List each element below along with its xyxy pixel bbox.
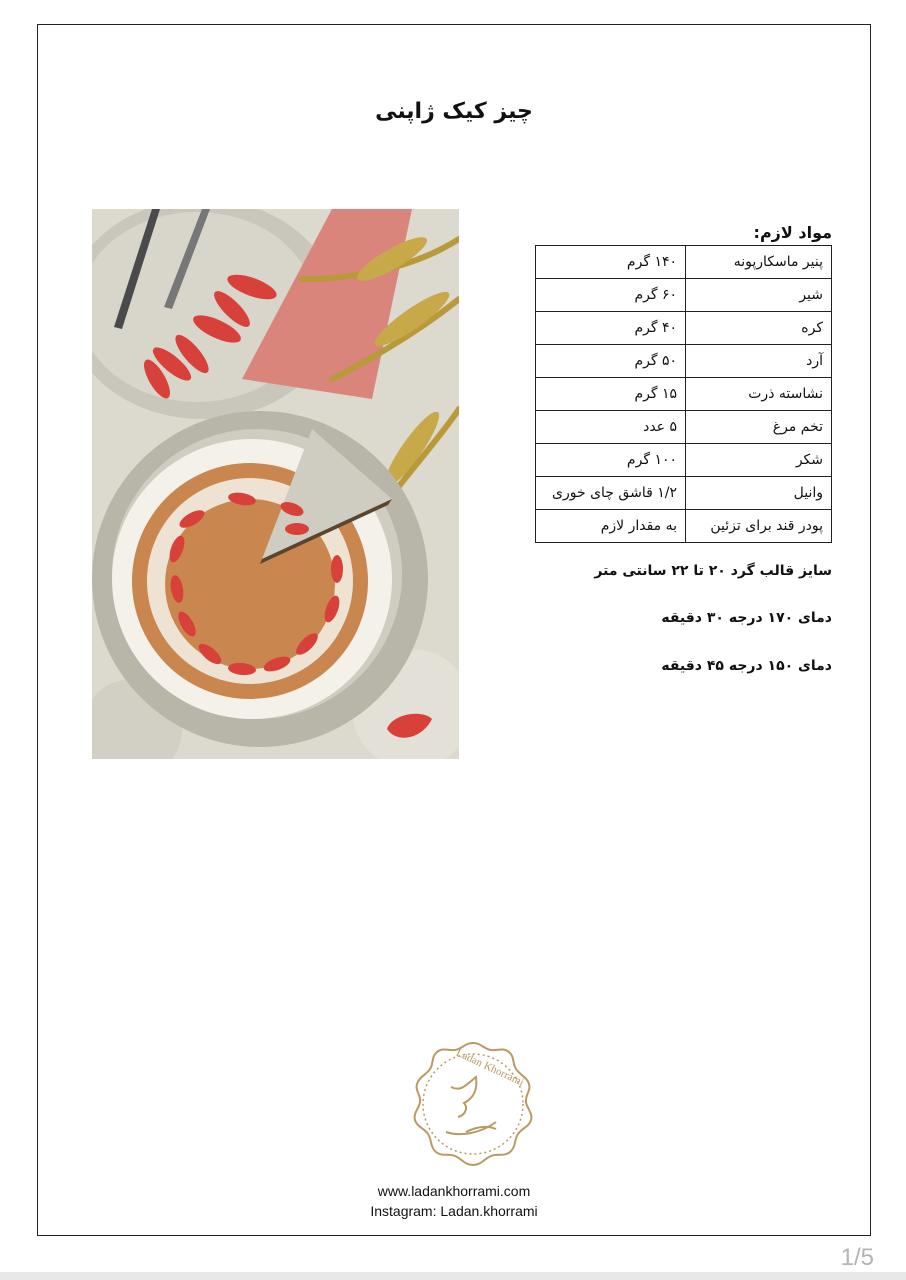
ingredient-row [536,378,832,411]
footer-website: www.ladankhorrami.com [377,1183,531,1199]
ingredient-name: پودر قند برای تزئین [686,510,832,543]
ingredients-table [535,245,832,543]
ingredient-row [536,312,832,345]
ingredient-amount: به مقدار لازم [536,510,686,543]
ingredient-amount: ۵۰ گرم [536,345,686,378]
ingredient-row [536,279,832,312]
document-page [37,24,871,1236]
ingredient-amount: ۴۰ گرم [536,312,686,345]
ingredient-amount: ۱/۲ قاشق چای خوری [536,477,686,510]
page-indicator: 1/5 [840,1244,874,1271]
ingredient-amount: ۵ عدد [536,411,686,444]
ingredient-amount: ۱۵ گرم [536,378,686,411]
ingredient-amount: ۶۰ گرم [536,279,686,312]
logo-emblem-icon [406,1037,540,1171]
baking-temperature-note-2: دمای ۱۵۰ درجه ۴۵ دقیقه [661,658,832,674]
ingredient-name: شیر [686,279,832,312]
pan-size-note: سایز قالب گرد ۲۰ تا ۲۲ سانتی متر [594,563,832,579]
ingredients-heading: مواد لازم: [753,223,832,242]
cheesecake-photo [92,209,459,759]
ingredient-name: پنیر ماسکارپونه [686,246,832,279]
ingredient-name: تخم مرغ [686,411,832,444]
ingredient-name: آرد [686,345,832,378]
page-title: چیز کیک ژاپنی [375,99,533,124]
logo-text: Ladan Khorrami [454,1046,526,1089]
ingredient-row [536,477,832,510]
ingredient-row [536,246,832,279]
baking-temperature-note-1: دمای ۱۷۰ درجه ۳۰ دقیقه [661,610,832,626]
ingredient-row [536,510,832,543]
ingredient-row [536,345,832,378]
viewer-bottom-bar [0,1272,906,1280]
ingredient-row [536,444,832,477]
ingredient-name: شکر [686,444,832,477]
ingredient-name: وانیل [686,477,832,510]
ingredient-amount: ۱۴۰ گرم [536,246,686,279]
ingredient-row [536,411,832,444]
ingredient-name: نشاسته ذرت [686,378,832,411]
footer-instagram: Instagram: Ladan.khorrami [370,1203,538,1219]
ingredient-amount: ۱۰۰ گرم [536,444,686,477]
ladan-khorrami-logo [406,1037,540,1171]
ingredient-name: کره [686,312,832,345]
